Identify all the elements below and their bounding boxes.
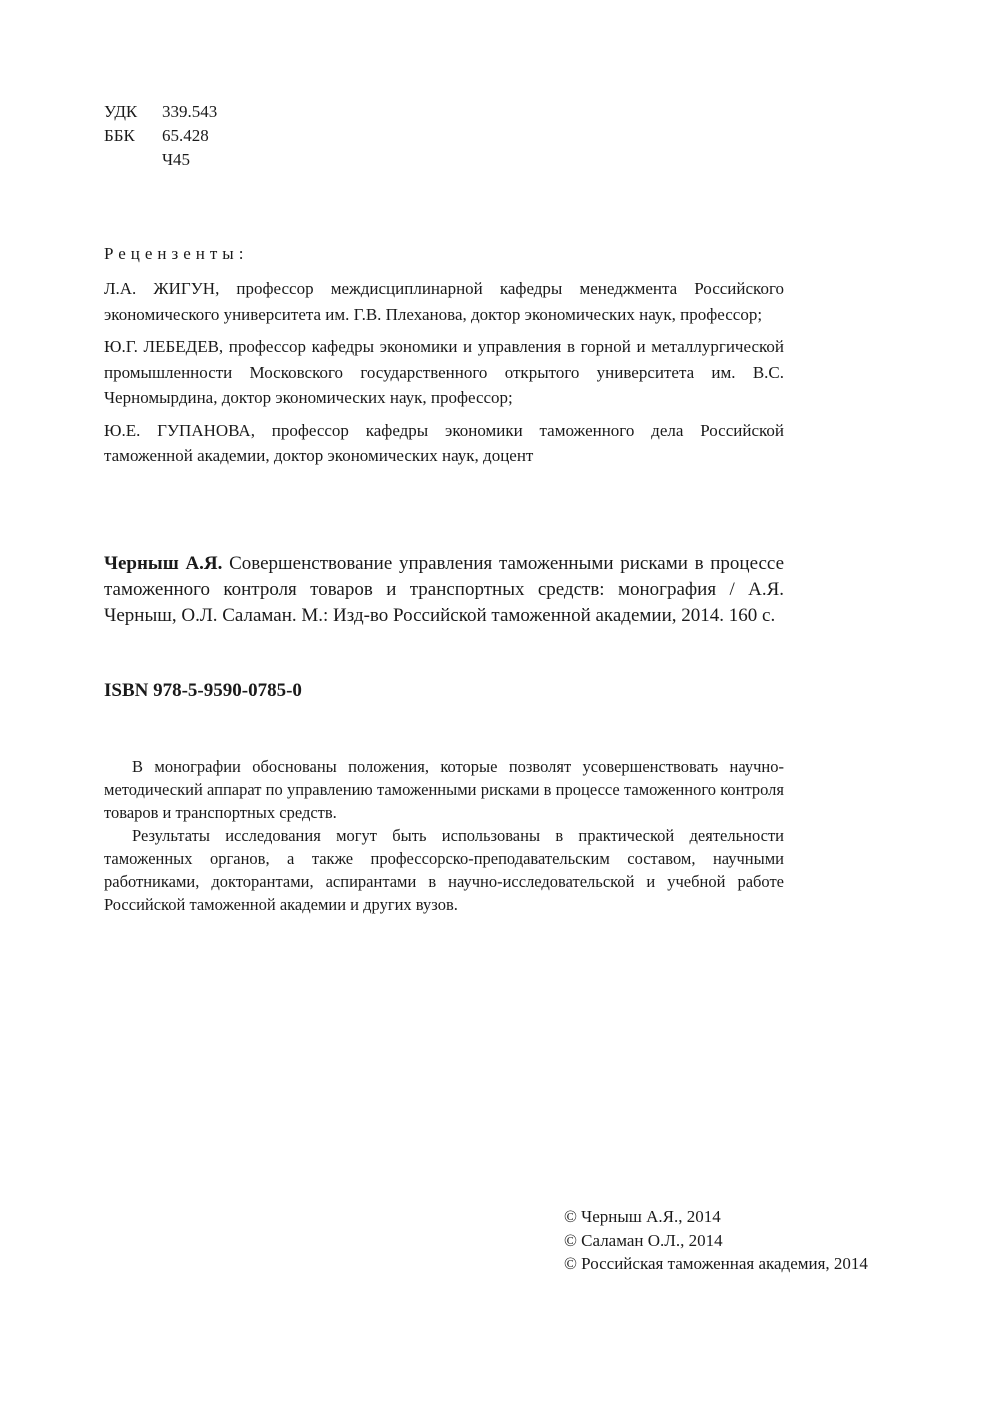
abstract-paragraph: В монографии обоснованы положения, которые позволят усовершенствовать научно-методический аппарат по управлению таможенными рисками в процессе таможенного контроля товаров и транспортных средств. [104, 757, 784, 822]
classification-block [104, 100, 217, 172]
reviewer-entry: Л.А. ЖИГУН, профессор междисциплинарной кафедры менеджмента Российского экономического университета им. Г.В. Плеханова, доктор экономических наук, профессор; [104, 279, 784, 324]
citation-author: Черныш А.Я. [104, 553, 223, 574]
classification-value: Ч45 [162, 150, 191, 169]
classification-row-bbk [104, 124, 217, 148]
copyright-line: © Черныш А.Я., 2014 [564, 1207, 721, 1226]
page [104, 0, 868, 1418]
copyright-block [564, 1205, 868, 1276]
classification-key: ББК [104, 126, 135, 145]
reviewers-heading: Рецензенты: [104, 244, 249, 263]
reviewers-section [104, 242, 784, 476]
classification-row-udk [104, 100, 217, 124]
reviewer-entry: Ю.Е. ГУПАНОВА, профессор кафедры экономики таможенного дела Российской таможенной академии, доктор экономических наук, доцент [104, 420, 784, 465]
copyright-line: © Саламан О.Л., 2014 [564, 1230, 723, 1250]
reviewer-entry: Ю.Г. ЛЕБЕДЕВ, профессор кафедры экономики и управления в горной и металлургической промышленности Московского государственного открытого университета им. В.С. Черномырдина, доктор экономических наук, профессор; [104, 337, 784, 407]
classification-value: 339.543 [162, 102, 218, 121]
classification-key: УДК [104, 102, 138, 121]
bibliographic-citation [104, 551, 784, 629]
copyright-line: © Российская таможенная академия, 2014 [564, 1254, 868, 1273]
abstract-paragraph: Результаты исследования могут быть использованы в практической деятельности таможенных органов, а также профессорско-преподавательским составом, научными работниками, докторантами, аспирантами в научно-исследовательской и учебной работе Российской таможенной академии и других вузов. [104, 826, 784, 914]
abstract [104, 755, 784, 916]
citation-text: Совершенствование управления таможенными рисками в процессе таможенного контроля товаров и транспортных средств: монография / А.Я. Черныш, О.Л. Саламан. М.: Изд-во Российской таможенной академии, 2014. 160 с. [104, 553, 785, 626]
classification-key [104, 148, 162, 172]
isbn: ISBN 978-5-9590-0785-0 [104, 680, 302, 701]
classification-row-author-mark [104, 148, 217, 172]
classification-value: 65.428 [162, 126, 209, 145]
